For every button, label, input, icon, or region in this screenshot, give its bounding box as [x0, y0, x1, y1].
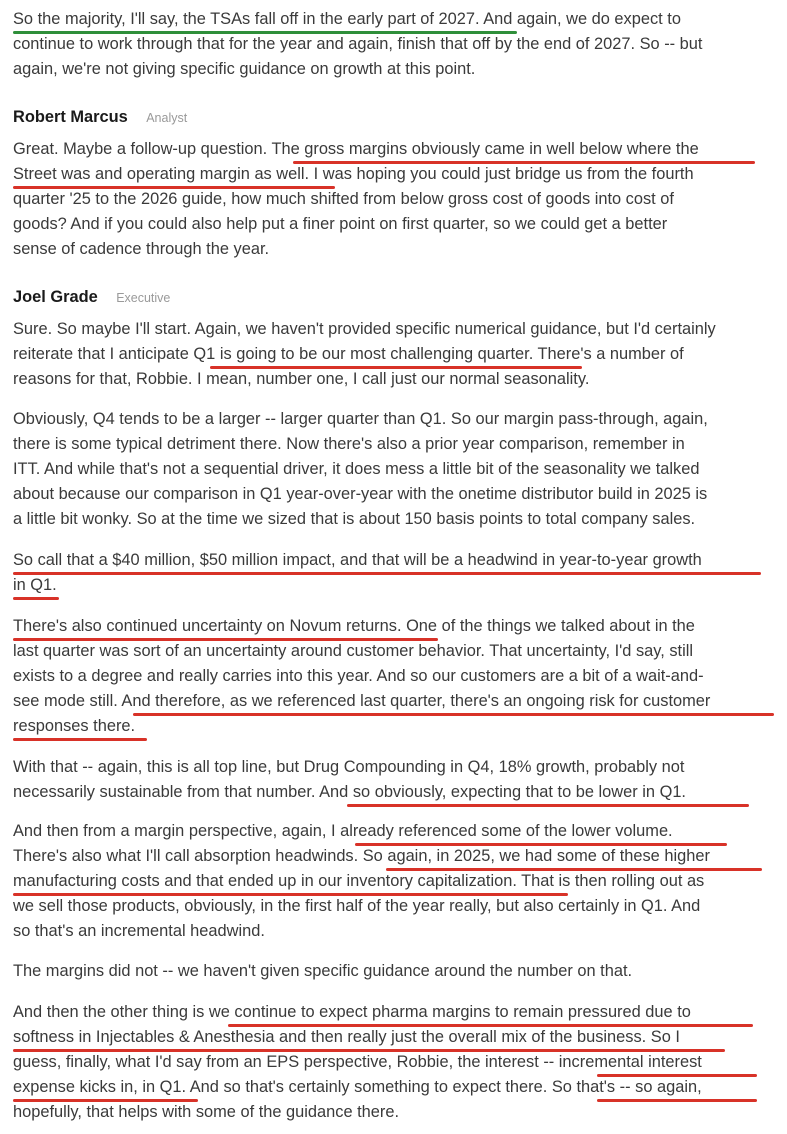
text-line: quarter '25 to the 2026 guide, how much shifted from below gross cost of goods into cost of: [13, 190, 674, 208]
text-line: And then the other thing is we continue to expect pharma margins to remain pressured due to: [13, 1003, 691, 1021]
text-line: hopefully, that helps with some of the guidance there.: [13, 1103, 400, 1121]
text-line: goods? And if you could also help put a finer point on first quarter, so we could get a better: [13, 215, 668, 233]
highlight-underline: [13, 1099, 198, 1102]
highlight-underline: [597, 1099, 757, 1102]
highlight-underline: [13, 186, 335, 189]
text-line: so that's an incremental headwind.: [13, 922, 265, 940]
highlight-underline: [210, 366, 582, 369]
text-line: The margins did not -- we haven't given specific guidance around the number on that.: [13, 962, 633, 980]
text-line: a little bit wonky. So at the time we sized that is about 150 basis points to total company sales.: [13, 510, 696, 528]
speaker-name: Joel Grade: [13, 288, 98, 306]
highlight-underline: [133, 713, 774, 716]
highlight-underline: [293, 161, 755, 164]
text-line: There's also continued uncertainty on Novum returns. One of the things we talked about in the: [13, 617, 695, 635]
speaker-role: Analyst: [146, 111, 188, 125]
text-line: Great. Maybe a follow-up question. The gross margins obviously came in well below where the: [13, 140, 699, 158]
text-line: And then from a margin perspective, again, I already referenced some of the lower volume.: [13, 822, 673, 840]
highlight-underline: [13, 597, 59, 600]
text-line: With that -- again, this is all top line, but Drug Compounding in Q4, 18% growth, probably not: [13, 758, 685, 776]
text-line: Obviously, Q4 tends to be a larger -- larger quarter than Q1. So our margin pass-through, again,: [13, 410, 708, 428]
text-line: last quarter was sort of an uncertainty around customer behavior. That uncertainty, I'd say, still: [13, 642, 694, 660]
highlight-underline: [347, 804, 749, 807]
text-line: softness in Injectables & Anesthesia and then really just the overall mix of the business. So I: [13, 1028, 680, 1046]
text-line: responses there.: [13, 717, 136, 735]
highlight-underline: [13, 638, 438, 641]
text-line: we sell those products, obviously, in the first half of the year really, but also certainly in Q1. And: [13, 897, 701, 915]
highlight-underline: [13, 893, 568, 896]
text-line: exists to a degree and really carries into this year. And so our customers are a bit of a wait-and-: [13, 667, 704, 685]
text-line: There's also what I'll call absorption headwinds. So again, in 2025, we had some of these higher: [13, 847, 710, 865]
highlight-underline: [13, 1049, 725, 1052]
text-line: expense kicks in, in Q1. And so that's certainly something to expect there. So that's -- so again,: [13, 1078, 702, 1096]
highlight-underline: [13, 738, 147, 741]
highlight-underline: [13, 572, 761, 575]
highlight-underline: [13, 31, 517, 34]
text-line: in Q1.: [13, 576, 57, 594]
text-line: manufacturing costs and that ended up in our inventory capitalization. That is then rolling out as: [13, 872, 705, 890]
text-line: Sure. So maybe I'll start. Again, we haven't provided specific numerical guidance, but I'd certainly: [13, 320, 716, 338]
highlight-underline: [386, 868, 762, 871]
speaker-header: [13, 286, 170, 309]
highlight-underline: [228, 1024, 753, 1027]
text-line: see mode still. And therefore, as we referenced last quarter, there's an ongoing risk for customer: [13, 692, 711, 710]
text-line: about because our comparison in Q1 year-over-year with the onetime distributor build in 2025 is: [13, 485, 708, 503]
text-line: sense of cadence through the year.: [13, 240, 270, 258]
text-line: So the majority, I'll say, the TSAs fall off in the early part of 2027. And again, we do expect to: [13, 10, 681, 28]
text-line: necessarily sustainable from that number. And so obviously, expecting that to be lower in Q1.: [13, 783, 686, 801]
text-line: reiterate that I anticipate Q1 is going to be our most challenging quarter. There's a number of: [13, 345, 684, 363]
text-line: So call that a $40 million, $50 million impact, and that will be a headwind in year-to-year growth: [13, 551, 702, 569]
highlight-underline: [597, 1074, 757, 1077]
text-line: reasons for that, Robbie. I mean, number one, I call just our normal seasonality.: [13, 370, 590, 388]
text-line: guess, finally, what I'd say from an EPS perspective, Robbie, the interest -- incremental interest: [13, 1053, 702, 1071]
text-line: continue to work through that for the year and again, finish that off by the end of 2027. So -- but: [13, 35, 703, 53]
speaker-role: Executive: [116, 291, 171, 305]
speaker-name: Robert Marcus: [13, 108, 128, 126]
highlight-underline: [355, 843, 727, 846]
text-line: again, we're not giving specific guidance on growth at this point.: [13, 60, 476, 78]
text-line: Street was and operating margin as well. I was hoping you could just bridge us from the fourth: [13, 165, 694, 183]
text-line: there is some typical detriment there. Now there's also a prior year comparison, remember in: [13, 435, 685, 453]
speaker-header: [13, 106, 187, 129]
text-line: ITT. And while that's not a sequential driver, it does mess a little bit of the seasonality we talked: [13, 460, 700, 478]
